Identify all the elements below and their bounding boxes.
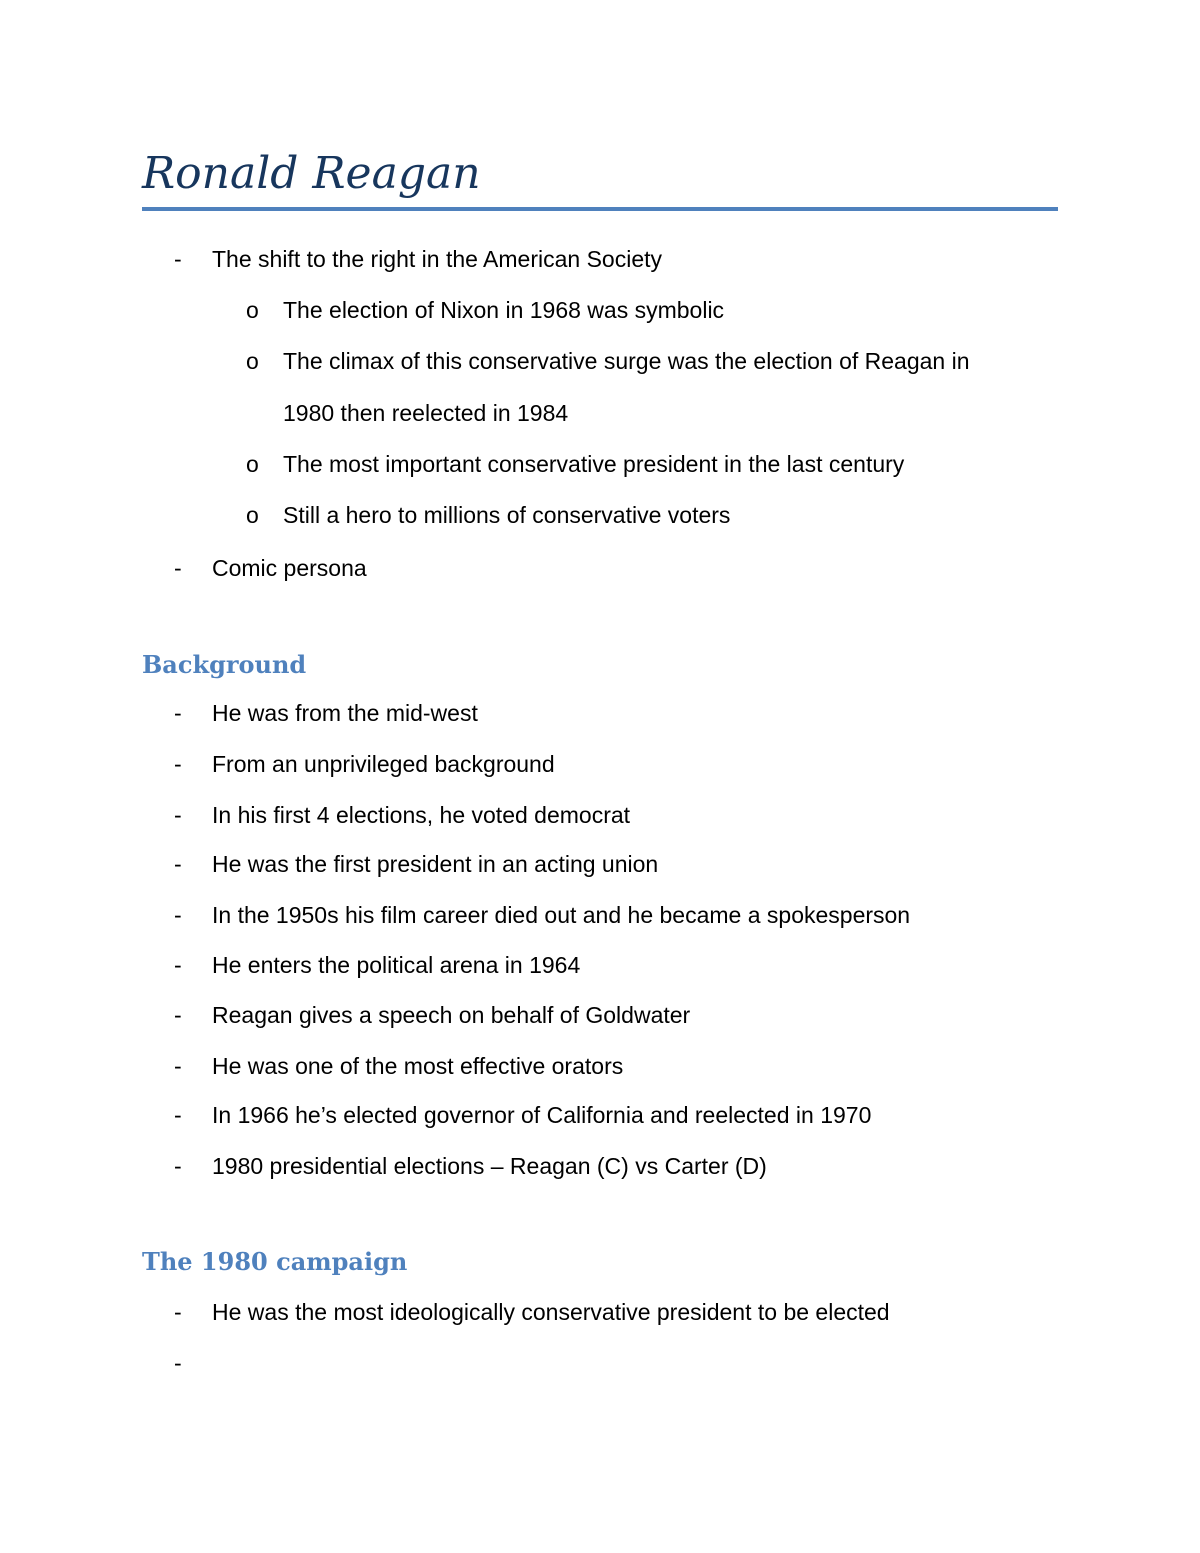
dash-bullet-icon: - [174,1053,182,1079]
dash-bullet-icon: - [174,952,182,978]
dash-bullet-icon: - [174,851,182,877]
list-item-text: In his first 4 elections, he voted democrat [212,802,631,828]
title-underline [142,207,1058,211]
list-item-text: He was the first president in an acting union [212,851,659,877]
dash-bullet-icon: - [174,1299,182,1325]
list-item-text: 1980 presidential elections – Reagan (C) vs Carter (D) [212,1153,767,1179]
list-item-text: He enters the political arena in 1964 [212,952,581,978]
list-item-text: The election of Nixon in 1968 was symbolic [283,297,725,323]
circle-bullet-icon: o [246,451,259,477]
section-heading-campaign: The 1980 campaign [142,1247,408,1276]
dash-bullet-icon: - [174,1153,182,1179]
list-item-text: In the 1950s his film career died out and he became a spokesperson [212,902,911,928]
circle-bullet-icon: o [246,297,259,323]
list-item-text: From an unprivileged background [212,751,555,777]
dash-bullet-icon: - [174,246,182,272]
list-item-text: Reagan gives a speech on behalf of Goldwater [212,1002,691,1028]
list-item-text: He was the most ideologically conservative president to be elected [212,1299,890,1325]
dash-bullet-icon: - [174,1002,182,1028]
dash-bullet-icon: - [174,1102,182,1128]
circle-bullet-icon: o [246,348,259,374]
list-item-text: The most important conservative president in the last century [283,451,905,477]
list-item-text: Comic persona [212,555,367,581]
list-item-text: Still a hero to millions of conservative voters [283,502,731,528]
section-heading-background: Background [142,650,307,679]
list-item-text: The climax of this conservative surge was the election of Reagan in [283,348,970,374]
circle-bullet-icon: o [246,502,259,528]
list-item-text: He was from the mid-west [212,700,478,726]
list-item-text: 1980 then reelected in 1984 [283,400,569,426]
list-item-text: He was one of the most effective orators [212,1053,624,1079]
dash-bullet-icon: - [174,1350,182,1376]
dash-bullet-icon: - [174,902,182,928]
list-item-text: In 1966 he’s elected governor of California and reelected in 1970 [212,1102,872,1128]
dash-bullet-icon: - [174,802,182,828]
dash-bullet-icon: - [174,555,182,581]
page-title: Ronald Reagan [142,148,481,199]
list-item-text: The shift to the right in the American Society [212,246,663,272]
dash-bullet-icon: - [174,751,182,777]
dash-bullet-icon: - [174,700,182,726]
